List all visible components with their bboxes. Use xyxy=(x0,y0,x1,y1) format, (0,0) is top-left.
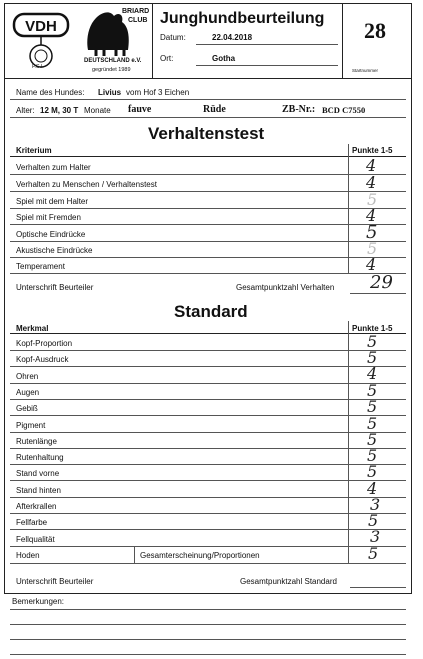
behavior-row-label: Spiel mit dem Halter xyxy=(16,197,89,206)
standard-points-col-line xyxy=(348,321,349,563)
remarks-label: Bemerkungen: xyxy=(12,597,65,606)
standard-last-extra-label: Gesamterscheinung/Proportionen xyxy=(140,551,260,560)
row-line xyxy=(10,174,406,175)
briard-club-logo xyxy=(82,6,152,74)
standard-header-line xyxy=(10,333,406,334)
svg-text:VDH: VDH xyxy=(25,18,57,35)
standard-total-line xyxy=(350,587,406,588)
age-label: Alter: xyxy=(16,106,35,115)
row-line xyxy=(10,448,406,449)
row-line xyxy=(10,241,406,242)
dog-name-value: Livius xyxy=(98,88,122,97)
behavior-heading: Verhaltenstest xyxy=(148,124,265,143)
behavior-row-score: 5 xyxy=(367,190,378,209)
standard-row-score: 5 xyxy=(367,446,378,465)
zb-value: BCD C7550 xyxy=(322,105,366,115)
behavior-row-score: 4 xyxy=(366,255,377,274)
row-line xyxy=(10,415,406,416)
standard-row-score: 5 xyxy=(368,511,379,530)
age-unit: Monate xyxy=(84,106,111,115)
standard-row-score: 5 xyxy=(367,462,378,481)
row-line xyxy=(10,399,406,400)
standard-row-label: Pigment xyxy=(16,421,46,430)
row-line xyxy=(10,273,406,274)
dog-sex: Rüde xyxy=(203,104,226,115)
standard-col-feature: Merkmal xyxy=(16,324,49,333)
standard-row-score: 4 xyxy=(367,364,378,383)
remarks-line-2 xyxy=(10,624,406,625)
standard-row-score: 5 xyxy=(367,397,378,416)
standard-row-label: Afterkrallen xyxy=(16,502,57,511)
header-divider xyxy=(4,78,412,79)
row-line xyxy=(10,563,406,564)
standard-row-label: Kopf-Proportion xyxy=(16,339,73,348)
standard-row-score: 3 xyxy=(370,495,381,514)
behavior-total-label: Gesamtpunktzahl Verhalten xyxy=(236,283,335,292)
row-line xyxy=(10,224,406,225)
start-label: Startnummer xyxy=(352,68,379,73)
standard-row-label: Augen xyxy=(16,388,40,397)
behavior-row-score: 4 xyxy=(366,206,377,225)
row-line xyxy=(10,208,406,209)
remarks-line-1 xyxy=(10,609,406,610)
datum-value: 22.04.2018 xyxy=(212,33,253,42)
header-sep-2 xyxy=(342,3,343,78)
dog-name-suffix: vom Hof 3 Eichen xyxy=(126,88,190,97)
club-line2: CLUB xyxy=(128,17,148,24)
dog-color: fauve xyxy=(128,104,152,115)
header-sep-1 xyxy=(152,3,153,78)
standard-row-score: 5 xyxy=(367,381,378,400)
behavior-header-line xyxy=(10,156,406,157)
row-line xyxy=(10,383,406,384)
vdh-logo xyxy=(10,8,72,70)
datum-label: Datum: xyxy=(160,33,186,42)
standard-row-label: Fellfarbe xyxy=(16,518,48,527)
ort-line xyxy=(196,65,338,66)
club-line1: BRIARD xyxy=(122,8,150,15)
ort-value: Gotha xyxy=(212,54,236,63)
age-line xyxy=(10,117,406,118)
standard-row-score: 3 xyxy=(370,527,381,546)
behavior-row-label: Verhalten zum Halter xyxy=(16,163,91,172)
behavior-total-value: 29 xyxy=(370,272,393,293)
row-line xyxy=(10,191,406,192)
standard-row-label: Rutenhaltung xyxy=(16,453,64,462)
behavior-col-points: Punkte 1-5 xyxy=(352,146,393,155)
standard-row-label: Ohren xyxy=(16,372,39,381)
row-line xyxy=(10,464,406,465)
behavior-row-score: 4 xyxy=(366,156,377,175)
behavior-row-score: 4 xyxy=(366,173,377,192)
row-line xyxy=(10,480,406,481)
datum-line xyxy=(196,44,338,45)
standard-row-label: Fellqualität xyxy=(16,535,55,544)
fci-label: F.C.I. xyxy=(32,64,44,70)
row-line xyxy=(10,366,406,367)
standard-row-score: 5 xyxy=(367,332,378,351)
row-line xyxy=(10,497,406,498)
behavior-signature-label: Unterschrift Beurteiler xyxy=(16,283,94,292)
row-line xyxy=(10,432,406,433)
standard-row-label: Rutenlänge xyxy=(16,437,57,446)
behavior-col-criterion: Kriterium xyxy=(16,146,52,155)
standard-row-score: 4 xyxy=(367,479,378,498)
standard-heading: Standard xyxy=(174,302,248,321)
remarks-line-4 xyxy=(10,654,406,655)
standard-row-label: Stand vorne xyxy=(16,469,60,478)
page-title: Junghundbeurteilung xyxy=(160,10,325,27)
remarks-line-3 xyxy=(10,639,406,640)
last-row-divider xyxy=(134,546,135,563)
behavior-row-label: Akustische Eindrücke xyxy=(16,246,93,255)
standard-total-label: Gesamtpunktzahl Standard xyxy=(240,577,337,586)
age-value: 12 M, 30 T xyxy=(40,106,79,115)
standard-row-label: Kopf-Ausdruck xyxy=(16,355,69,364)
row-line xyxy=(10,257,406,258)
standard-row-score: 5 xyxy=(367,414,378,433)
start-number: 28 xyxy=(364,18,386,43)
standard-row-score: 5 xyxy=(367,430,378,449)
standard-row-label: Stand hinten xyxy=(16,486,61,495)
behavior-total-line xyxy=(350,293,406,294)
row-line xyxy=(10,513,406,514)
behavior-row-label: Temperament xyxy=(16,262,65,271)
behavior-row-label: Spiel mit Fremden xyxy=(16,213,81,222)
behavior-row-label: Verhalten zu Menschen / Verhaltenstest xyxy=(16,180,157,189)
zb-label: ZB-Nr.: xyxy=(282,104,316,115)
behavior-row-score: 5 xyxy=(366,222,378,243)
behavior-row-score: 5 xyxy=(367,239,378,258)
row-line xyxy=(10,529,406,530)
row-line xyxy=(10,546,406,547)
dog-name-line xyxy=(10,99,406,100)
standard-row-score: 5 xyxy=(367,348,378,367)
standard-col-points: Punkte 1-5 xyxy=(352,324,393,333)
standard-signature-label: Unterschrift Beurteiler xyxy=(16,577,94,586)
standard-last-score: 5 xyxy=(368,544,379,563)
behavior-points-col-line xyxy=(348,144,349,274)
standard-row-label: Gebiß xyxy=(16,404,38,413)
club-line4: gegründet 1989 xyxy=(92,67,131,73)
row-line xyxy=(10,350,406,351)
standard-last-label: Hoden xyxy=(16,551,40,560)
club-line3: DEUTSCHLAND e.V. xyxy=(84,58,142,64)
behavior-row-label: Optische Eindrücke xyxy=(16,230,86,239)
ort-label: Ort: xyxy=(160,54,174,63)
dog-name-label: Name des Hundes: xyxy=(16,88,85,97)
